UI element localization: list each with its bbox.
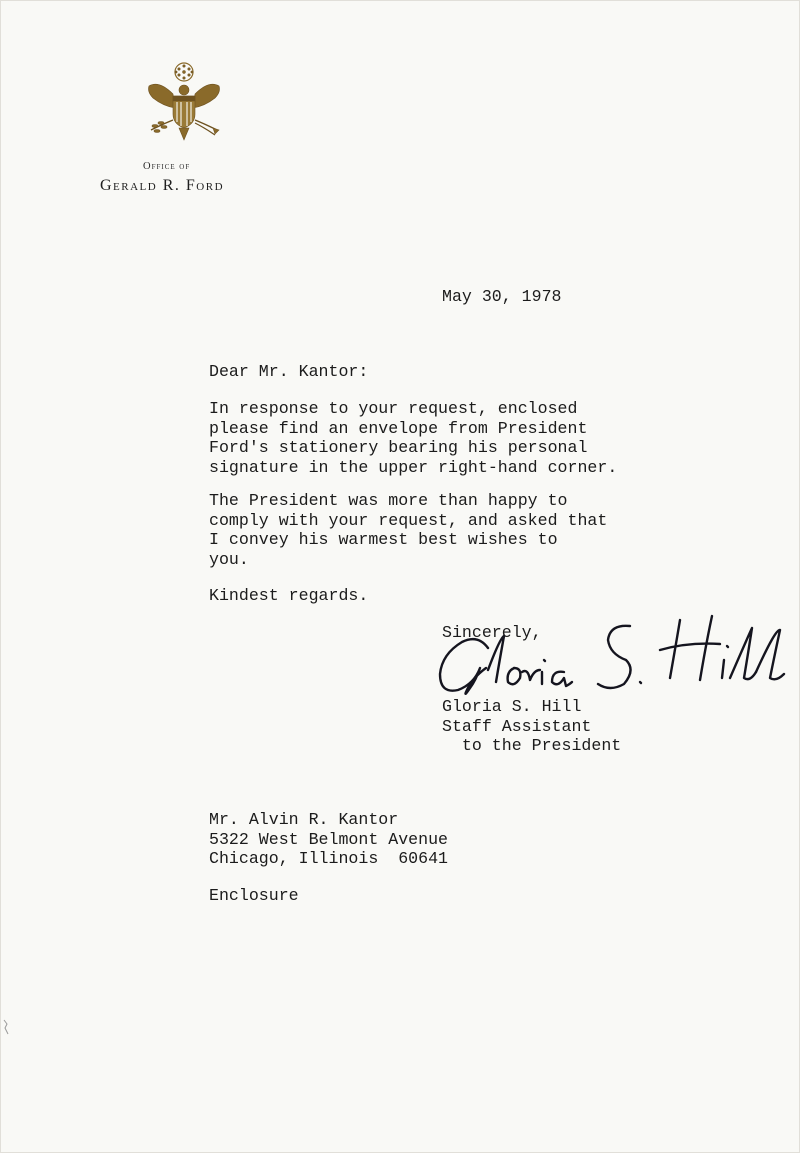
paragraph-2-line: you. xyxy=(209,549,249,569)
paragraph-1-line: signature in the upper right-hand corner. xyxy=(209,457,618,477)
paragraph-2-line: comply with your request, and asked that xyxy=(209,510,608,530)
enclosure-note: Enclosure xyxy=(209,886,299,905)
address-line-1: Mr. Alvin R. Kantor xyxy=(209,810,399,829)
paragraph-1-line: In response to your request, enclosed xyxy=(209,399,578,418)
address-line-3: Chicago, Illinois 60641 xyxy=(209,849,448,868)
handwritten-signature xyxy=(430,598,790,708)
signer-title-line-1: Staff Assistant xyxy=(442,716,592,736)
letterhead-name: Gerald R. Ford xyxy=(100,177,225,194)
letter-date: May 30, 1978 xyxy=(442,287,562,306)
valediction: Sincerely, xyxy=(442,623,542,642)
salutation: Dear Mr. Kantor: xyxy=(209,362,369,381)
paragraph-1-line: Ford's stationery bearing his personal xyxy=(209,438,588,457)
letterhead-office-label: Office of xyxy=(143,161,191,172)
closing-remark: Kindest regards. xyxy=(209,586,369,605)
signer-title-line-2: to the President xyxy=(442,736,622,755)
paragraph-2-line: I convey his warmest best wishes to xyxy=(209,530,558,549)
paragraph-1-line: please find an envelope from President xyxy=(209,418,588,438)
address-line-2: 5322 West Belmont Avenue xyxy=(209,829,448,849)
paragraph-2-line: The President was more than happy to xyxy=(209,491,568,510)
signer-name: Gloria S. Hill xyxy=(442,697,582,716)
margin-mark xyxy=(2,1018,10,1036)
presidential-eagle-seal-icon xyxy=(143,60,225,146)
